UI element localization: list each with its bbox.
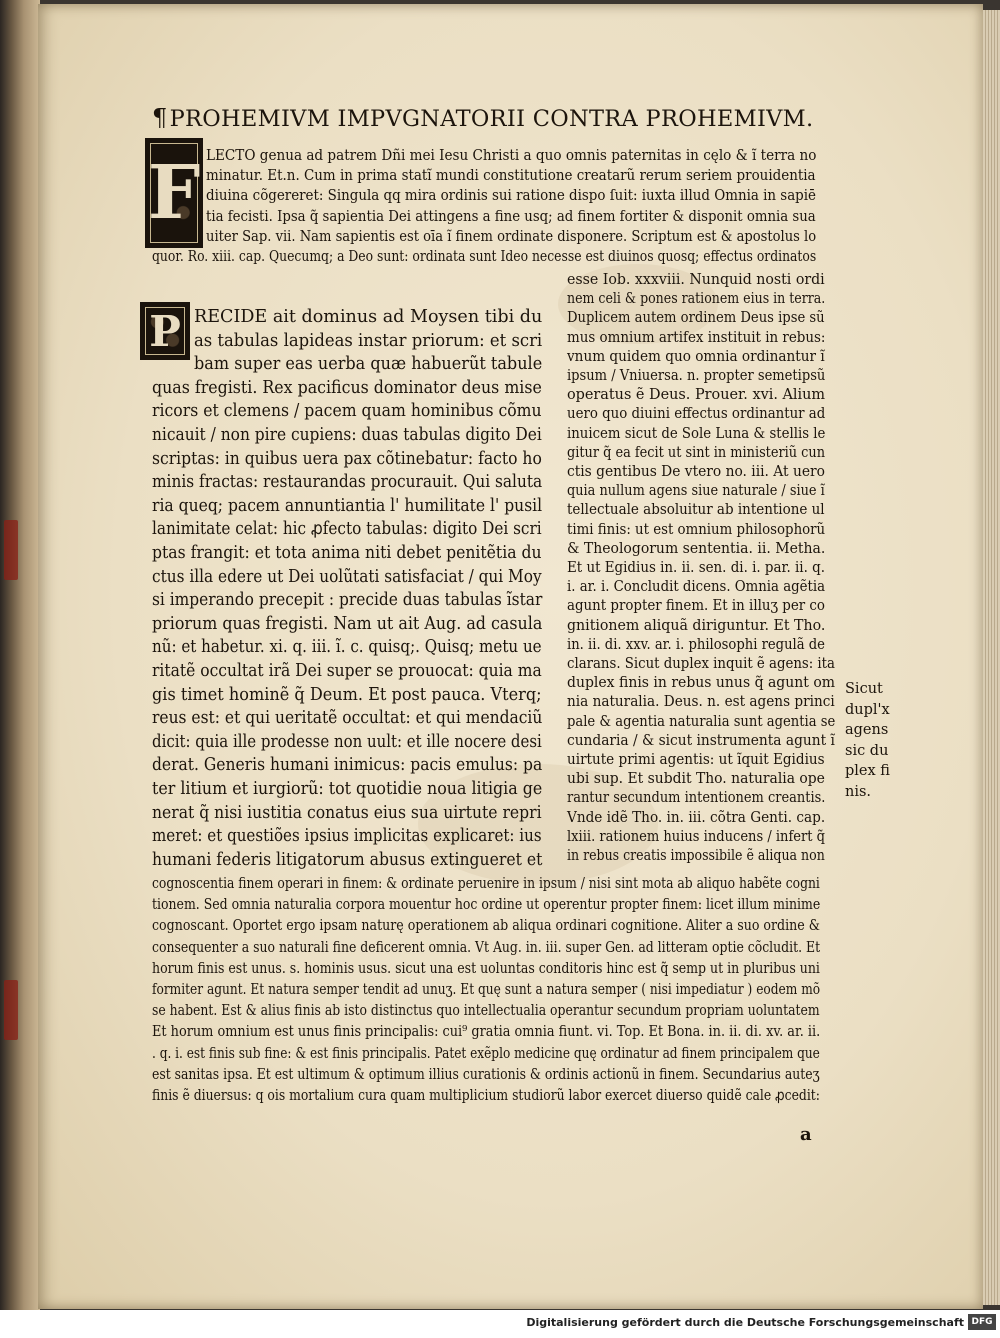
text-line: formiter agunt. Et natura semper tendit ad unuʒ. Et quę sunt a natura semper ( nisi impediatur ) eodem mõ — [152, 980, 821, 998]
signature-mark: a — [800, 1124, 812, 1145]
text-line: Duplicem autem ordinem Deus ipse sũ — [567, 308, 825, 327]
chapter-heading: ¶PROHEMIVM IMPVGNATORII CONTRA PROHEMIVM. — [152, 104, 814, 132]
book-spine — [0, 0, 40, 1310]
text-line: humani federis litigatorum abusus extingueret et — [152, 849, 543, 870]
text-line: cundaria / & sicut instrumenta agunt ĩ — [567, 730, 835, 749]
text-line: uero quo diuini effectus ordinantur ad — [567, 404, 826, 423]
text-line: quor. Ro. xiii. cap. Quecumq; a Deo sunt: ordinata sunt Ideo necesse est diuinos quosq; effectus ordinatos — [152, 247, 817, 265]
text-line: . q. i. est finis sub fine: & est finis principalis. Patet exẽplo medicine quę ordinatur ad finem principalem que — [152, 1043, 820, 1062]
text-line: & Theologorum sententia. ii. Metha. — [567, 538, 826, 557]
text-line: lxiii. rationem huius inducens / infert q̃ — [567, 826, 826, 845]
text-line: esse Iob. xxxviii. Nunquid nosti ordi — [567, 270, 825, 288]
text-line: scriptas: in quibus uera pax cõtinebatur: facto ho — [152, 448, 542, 469]
text-line: mus omnium artifex instituit in rebus: — [567, 327, 826, 346]
text-line: consequenter a suo naturali fine deficerent omnia. Vt Aug. in. iii. super Gen. ad litteram optie cõcludit. Et — [152, 937, 821, 956]
marginal-line: dupl'x — [845, 701, 890, 718]
text-line: agunt propter finem. Et in illuʒ per co — [567, 596, 825, 615]
text-line: horum finis est unus. s. hominis usus. sicut una est uoluntas conditoris hinc est q̃ semp ut in pluribus uni — [152, 958, 820, 977]
text-line: dicit: quia ille prodesse non uult: et ille nocere desi — [152, 731, 542, 752]
text-line: minis fractas: restaurandas procurauit. Qui saluta — [152, 472, 543, 493]
text-line: i. ar. i. Concludit dicens. Omnia agẽtia — [567, 577, 825, 596]
text-line: nia naturalia. Deus. n. est agens princi — [567, 692, 835, 711]
text-line: vnum quidem quo omnia ordinantur ĩ — [567, 346, 825, 365]
text-line: tia fecisti. Ipsa q̃ sapientia Dei attingens a fine usq; ad finem fortiter & disponit omnia sua — [206, 206, 816, 225]
text-line: timi finis: ut est omnium philosophorũ — [567, 519, 826, 538]
text-line: gis timet hominẽ q̃ Deum. Et post pauca. Vterq; — [152, 684, 542, 705]
digitization-credit: Digitalisierung gefördert durch die Deutsche Forschungsgemeinschaft — [526, 1316, 964, 1329]
text-line: uirtute primi agentis: ut ĩquit Egidius — [567, 750, 825, 768]
text-line: ipsum / Vniuersa. n. propter semetipsũ — [567, 366, 826, 384]
text-line: quia nullum agens siue naturale / siue ĩ — [567, 481, 825, 500]
text-line: LECTO genua ad patrem Dñi mei Iesu Christi a quo omnis paternitas in cęlo & ĩ terra no — [206, 146, 817, 164]
text-line: ria queq; pacem annuntiantia l' humilitate l' pusil — [152, 495, 543, 516]
text-line: lanimitate celat: hic ꝓfecto tabulas: digito Dei scri — [152, 519, 542, 540]
text-line: bam super eas uerba quæ habuerũt tabule — [194, 354, 543, 375]
text-line: in rebus creatis impossibile ẽ aliqua non — [567, 846, 825, 864]
decorated-initial-f: F — [145, 138, 203, 248]
text-line: nerat q̃ nisi iustitia conatus eius sua uirtute repri — [152, 802, 542, 823]
text-line: cognoscentia finem operari in finem: & ordinate peruenire in ipsum / nisi sint mota ab aliquo habẽte cogni — [152, 874, 820, 892]
text-line: finis ẽ diuersus: q ois mortalium cura quam multiplicium studiorũ labor exercet diuerso quidẽ cale ꝓcedit: — [152, 1086, 820, 1104]
marginal-line: plex fi — [845, 763, 890, 780]
text-line: ter litium et iurgiorũ: tot quotidie noua litigia ge — [152, 779, 543, 799]
text-line: as tabulas lapideas instar priorum: et scri — [194, 330, 543, 351]
text-line: si imperando precepit : precide duas tabulas ĩstar — [152, 590, 543, 611]
text-line: nicauit / non pire cupiens: duas tabulas digito Dei — [152, 425, 542, 445]
text-line: ptas frangit: et tota anima niti debet penitẽtia du — [152, 543, 542, 563]
marginal-line: agens — [845, 722, 889, 739]
text-line: cognoscant. Oportet ergo ipsam naturę operationem ab aliqua ordinari cognitione. Aliter a suo ordine & — [152, 916, 820, 935]
text-line: uiter Sap. vii. Nam sapientis est oīa ĩ finem ordinate disponere. Scriptum est & apostolus lo — [206, 226, 817, 245]
text-line: quas fregisti. Rex pacificus dominator deus mise — [152, 377, 542, 398]
text-line: clarans. Sicut duplex inquit ẽ agens: ita — [567, 654, 835, 672]
text-line: diuina cõgereret: Singula qq mira ordinis sui ratione dispo ſuit: iuxta illud Omnia in sapiē — [206, 186, 816, 205]
text-line: meret: et questiões ipsius implicitas explicaret: ius — [152, 826, 542, 847]
page-edges — [983, 10, 1000, 1305]
text-line: pale & agentia naturalia sunt agentia se — [567, 711, 836, 730]
decorated-initial-p: P — [140, 302, 190, 360]
text-line: duplex finis in rebus unus q̃ agunt om — [567, 673, 836, 692]
text-line: nem celi & pones rationem eius in terra. — [567, 289, 826, 308]
text-line: derat. Generis humani inimicus: pacis emulus: pa — [152, 755, 543, 776]
text-line: nũ: et habetur. xi. q. iii. ĩ. c. quisq;. Quisq; metu ue — [152, 637, 542, 658]
text-line: RECIDE ait dominus ad Moysen tibi du — [194, 307, 543, 327]
pilcrow-icon: ¶ — [152, 104, 168, 132]
marginal-line: Sicut — [845, 681, 883, 697]
spine-bookmark — [4, 520, 18, 580]
spine-bookmark — [4, 980, 18, 1040]
text-line: Et horum omnium est unus finis principalis: cui⁹ gratia omnia fiunt. vi. Top. Et Bona. in. ii. di. xv. ar. ii. — [152, 1022, 821, 1041]
marginal-line: sic du — [845, 742, 889, 759]
text-line: reus est: et qui ueritatẽ occultat: et qui mendaciũ — [152, 708, 543, 729]
text-line: priorum quas fregisti. Nam ut ait Aug. ad casula — [152, 613, 543, 634]
text-line: ubi sup. Et subdit Tho. naturalia ope — [567, 769, 825, 788]
text-line: in. ii. di. xxv. ar. i. philosophi regulã de — [567, 634, 825, 653]
text-line: gitur q̃ ea fecit ut sint in ministeriũ cun — [567, 442, 825, 461]
text-line: rantur secundum intentionem creantis. — [567, 788, 826, 807]
dfg-logo: DFG — [968, 1314, 996, 1330]
text-line: tionem. Sed omnia naturalia corpora mouentur hoc ordine ut operentur propter finem: licet illum minime — [152, 895, 821, 914]
text-line: ctus illa edere ut Dei uolũtati satisfaciat / qui Moy — [152, 566, 542, 587]
text-line: operatus ẽ Deus. Prouer. xvi. Alium — [567, 385, 826, 404]
text-line: Vnde idẽ Tho. in. iii. cõtra Genti. cap. — [567, 807, 826, 826]
text-line: tellectuale absoluitur ab intentione ul — [567, 500, 825, 519]
text-line: ctis gentibus De vtero no. iii. At uero — [567, 462, 825, 480]
text-line: Et ut Egidius in. ii. sen. di. i. par. ii. q. — [567, 558, 825, 576]
text-line: ricors et clemens / pacem quam hominibus cõmu — [152, 401, 542, 422]
text-line: gnitionem aliquã diriguntur. Et Tho. — [567, 615, 826, 634]
text-line: se habent. Est & alius finis ab isto distinctus quo intellectualia operantur secundum propriam uoluntatem — [152, 1001, 820, 1020]
text-line: ritatẽ occultat irã Dei super se prouocat: quia ma — [152, 661, 542, 681]
text-line: minatur. Et.n. Cum in prima statĩ mundi constitutione creatarũ rerum seriem prouidentia — [206, 166, 816, 185]
text-line: inuicem sicut de Sole Luna & stellis le — [567, 423, 826, 442]
text-line: est sanitas ipsa. Et est ultimum & optimum illius curationis & ordinis actionũ in finem. Secundarius auteʒ — [152, 1064, 820, 1083]
marginal-line: nis. — [845, 784, 872, 800]
